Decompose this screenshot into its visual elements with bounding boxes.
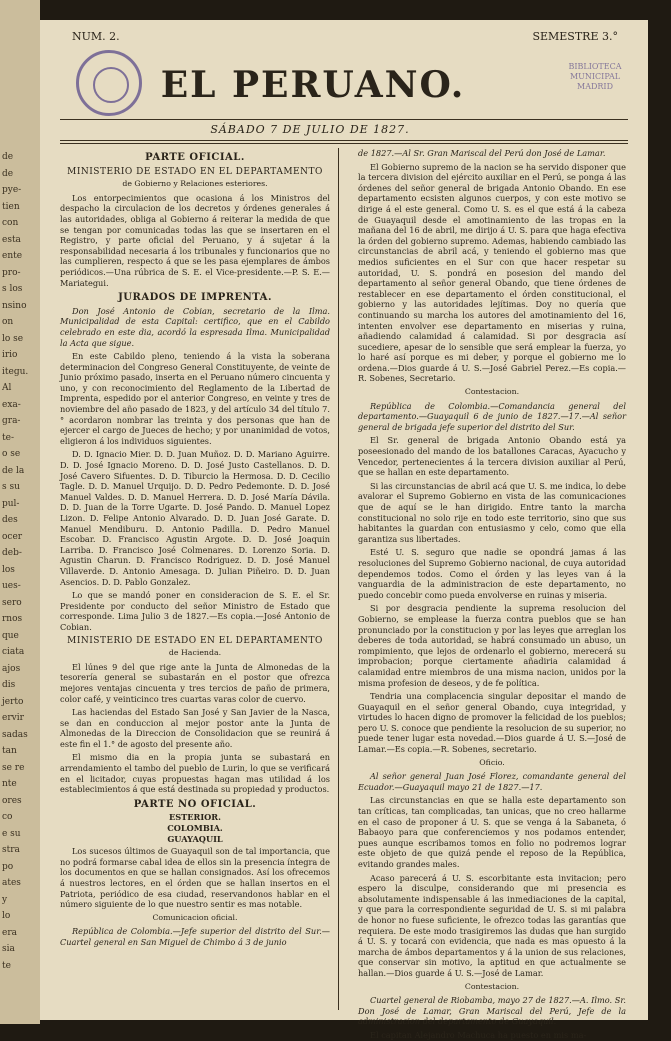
spine-fragment: e su (2, 828, 21, 839)
left-column (60, 148, 330, 1018)
jurados-closing: Lo que se mandó poner en consideracion de S. E. el Sr. Presidente por conducto del señor Ministro de Estado que corresponde. Lima Julio 3 de 1827.—Es copia.—José Antonio de Cobian. (60, 590, 330, 632)
spine-fragment: stra (2, 845, 20, 855)
letter-body: El Gobierno supremo de la nacion se ha servido disponer que la tercera division del ejército auxiliar en el Perú, se ponga á las órdenes del señor general de brigada Antonio Obando. En ese departamento ecsisten algunos cuerpos, y con este motivo se dirige á el este general. Como U. S. es el que está á la cabeza de Guayaquil desde el amotinamiento de las tropas en la mañana del 16 de abril, me dirijo á U. S. para que haga efectiva la órden del gobierno supremo. Ademas, habiendo cambiado las circunstancias de abril acá, y teniendo el gobierno mas que medios suficientes en el Sur con que hacer respetar su autoridad, U. S. pondrá en posesion del mando del departamento al señor general Obando, que tiene órdenes de restablecer en ese departamento el órden constitucional, el gobierno y las autoridades lejítimas. Doy no quería que continuando su marcha los autores del amotinamiento del 16, intenten envolver ese departamento en miserias y ruina, añadiendo calamidad á calamidad. Si por desgracia así sucediere, apesar de lo sensible que será emplear la fuerza, yo lo haré así porque es mi deber, y porque el gobierno me lo ordena.—Dios guarde á U. S.—José Gabriel Perez.—Es copia.—R. Sobenes, Secretario. (358, 161, 626, 384)
letter-addressee: de 1827.—Al Sr. Gran Mariscal del Perú don José de Lamar. (358, 148, 606, 158)
spine-fragment: Al (2, 383, 12, 393)
library-stamp-right: BIBLIOTECA MUNICIPAL MADRID (568, 62, 622, 91)
ministry-gobierno-heading: MINISTERIO DE ESTADO EN EL DEPARTAMENTO (67, 166, 323, 177)
semester-label: SEMESTRE 3.° (532, 30, 618, 43)
hacienda-estates: Las haciendas del Estado San José y San Javier de la Nasca, se dan en conduccion al mejor postor ante la Junta de Almonedas de la Direccion de Consolidacion que se reunirá á este fin el 1.° de agosto del presente año. (60, 707, 330, 749)
spine-fragment: tan (2, 746, 17, 756)
spine-fragment: exa- (2, 399, 21, 410)
spine-fragment: los (2, 564, 15, 575)
spine-fragment: ervir (2, 713, 24, 723)
spine-fragment: po (2, 861, 14, 872)
spine-fragment: con (2, 218, 19, 228)
contestacion-header: República de Colombia.—Comandancia general del departamento.—Guayaquil 6 de junio de 1827.—17.—Al señor general de brigada jefe superior del distrito del Sur. (358, 400, 626, 432)
spine-fragment: lo se (2, 333, 24, 344)
spine-fragment: pul- (2, 498, 20, 509)
contestacion-fuerza: Si por desgracia pendiente la suprema resolucion del Gobierno, se emplease la fuerza contra pueblos que se han pronunciado por la constitucion y por las leyes que arreglan los deberes de toda autoridad, se habrá consumado un abuso, un rompimiento, que lejos de ordenarlo el gobierno, merecerá su improbacion; porque ciertamente añadiria calamidad á calamidad entre miembros de una misma nacion, unidos por la misma profesion de deseos, y de fe política. (358, 603, 626, 688)
issue-date: SÁBADO 7 DE JULIO DE 1827. (210, 123, 410, 136)
spine-fragment: de (2, 152, 14, 162)
oficio-addressee: Al señor general Juan José Florez, comandante general del Ecuador.—Guayaquil mayo 21 de 1827.—17. (358, 771, 626, 792)
spine-fragment: itegu. (2, 366, 29, 377)
spine-fragment: jerto (2, 696, 24, 707)
spine-fragment: sia (2, 944, 15, 954)
contestacion-obando: El Sr. general de brigada Antonio Obando está ya poseesionado del mando de los batallones Caracas, Ayacucho y Vencedor, pertenecientes á la tercera division auxiliar al Perú, que se hallan en este departamento. (358, 435, 626, 478)
spine-fragment: nsino (2, 300, 27, 311)
spine-fragment: s los (2, 284, 23, 294)
oficio-heading: Oficio. (479, 757, 505, 767)
spine-fragment: gra- (2, 416, 21, 426)
hacienda-tambo: El mismo dia en la propia junta se subastará en arrendamiento el tambo del pueblo de Lurin, lo que se verificará en el licitador, cuyas propuestas hagan mas utilidad á los establecimientos á que está destinada su propiedad y productos. (60, 752, 330, 795)
spine-fragment: sero (2, 597, 22, 608)
spine-fragment: des (2, 515, 18, 525)
decree-paragraph: Los entorpecimientos que ocasiona á los Ministros del despacho la circulacion de los decretos y órdenes generales á las autoridades, obliga al Gobierno á reiterar la medida de que se tengan por comunicadas todas las que se insertaren en el Registro, y parte oficial del Peruano, y á sujetar á la responsabilidad necesaria á los tribunales y funcionarios que no las cumplieren, respecto á que se les pasa ejemplares de ámbos periódicos.—Una rúbrica de S. E. el Vice-presidente.—P. S. E.—Mariategui. (60, 192, 330, 288)
spine-fragment: ues- (2, 581, 21, 591)
spine-fragment: y (2, 894, 8, 905)
spine-fragment: co (2, 812, 13, 822)
jurados-heading: JURADOS DE IMPRENTA. (118, 292, 272, 304)
spine-fragment: pye- (2, 185, 22, 195)
jurados-cabildo: En este Cabildo pleno, teniendo á la vista la soberana determinacion del Congreso General Constituyente, de veinte de Junio próximo pasado, inserta en el Peruano número cincuenta y uno, y con reconocimiento del Reglamento de la Libertad de Imprenta, espedido por el anterior Congreso, en veinte y tres de noviembre del año pasado de 1823, y del artículo 34 del título 7.° acordaron nombrar las treinta y dos personas que han de ejercer el cargo de Jueces de hecho; y por unanimidad de votos, eligieron á los individuos siguientes. (60, 351, 330, 446)
spine-fragment: pro- (2, 267, 21, 278)
esterior-heading: ESTERIOR. (169, 812, 221, 823)
masthead-rule-bottom (60, 140, 628, 141)
spine-fragment: rnos (2, 614, 23, 624)
library-stamp-icon (76, 50, 142, 116)
comunicacion-start: República de Colombia.—Jefe superior del distrito del Sur.—Cuartel general en San Miguel de Chimbo á 3 de junio (60, 926, 330, 947)
contestacion-complacencia: Tendria una complacencia singular depositar el mando de Guayaquil en el señor general Obando, cuya integridad, y virtudes lo hacen digno de promover la felicidad de los pueblos; pero U. S. conoce que pendiente la resolucion de su superior, no puede tener lugar esta novedad.—Dios guarde á U. S.—José de Lamar.—Es copia.—R. Sobenes, secretario. (358, 691, 626, 755)
machuca-start: El capitan Alejandro Machuca ha puesto en mis ma- (370, 1029, 587, 1040)
comunicacion-heading: Comunicacion oficial. (152, 912, 238, 922)
contestacion-heading-2: Contestacion. (464, 981, 520, 991)
right-column (358, 148, 626, 1040)
spine-fragment: irio (2, 350, 18, 360)
contestacion-heading-1: Contestacion. (464, 387, 520, 397)
ministry-hacienda-sub: de Hacienda. (168, 648, 222, 658)
spine-fragment: te (2, 960, 11, 971)
spine-fragment: ente (2, 251, 23, 261)
spine-fragment: que (2, 630, 19, 641)
spine-fragment: on (2, 317, 14, 327)
jurados-intro: Don José Antonio de Cobian, secretario de la Ilma. Municipalidad de esta Capital: certifico, que en el Cabildo celebrado en este dia, acordó la espresada Ilma. Municipalidad la Acta que sigue. (60, 305, 330, 348)
spine-fragment: nte (2, 779, 17, 789)
masthead-rule-top (60, 119, 628, 120)
spine-fragment: deb- (2, 548, 22, 558)
spine-fragment: tien (2, 201, 20, 212)
contestacion-resoluciones: Esté U. S. seguro que nadie se opondrá jamas á las resoluciones del Supremo Gobierno nacional, de cuya autoridad dependemos todos. Como el órden y las leyes van á la vanguardia de la administracion de este departamento, no puedo concebir como pueda envolverse en ruinas y miseria. (358, 547, 626, 600)
jurados-names: D. D. Ignacio Mier. D. D. Juan Muñoz. D. D. Mariano Aguirre. D. D. José Ignacio Moreno. D. D. José Justo Castellanos. D. D. José Cavero Sifuentes. D. D. Tiburcio la Hermosa. D. D. Cecilio Tagle. D. D. Manuel Urquijo. D. D. Pedro Pedemonte. D. D. José Manuel Valdes. D. D. Manuel Herrera. D. D. José María Dávila. D. D. Juan de la Torre Ugarte. D. José Pando. D. Manuel Lopez Lizon. D. Felipe Antonio Alvarado. D. D. Juan José Garate. D. Manuel Mendiburu. D. Antonio Padilla. D. Pedro Manuel Escobar. D. Francisco Agustin Argote. D. D. José Joaquin Larriba. D. Francisco José Colmenares. D. Lorenzo Soria. D. Agustin Charun. D. Francisco Rodriguez. D. D. José Manuel Villaverde. D. Antonio Amesaga. D. Julian Piñeiro. D. D. Juan Asencios. D. D. Pablo Gonzalez. (60, 449, 330, 587)
spine-fragment: s su (2, 482, 20, 492)
spine-fragment: ores (2, 795, 22, 806)
spine-fragment: o se (2, 449, 21, 459)
spine-fragment: dis (2, 680, 16, 690)
section-unofficial-heading: PARTE NO OFICIAL. (133, 798, 257, 810)
newspaper-page (40, 20, 648, 1040)
spine-fragment: lo (2, 911, 11, 921)
spine-fragment: sadas (2, 729, 28, 740)
spine-fragment: ajos (2, 663, 21, 674)
spine-fragment: era (2, 927, 17, 938)
spine-fragment: de (2, 168, 14, 179)
oficio-circunstancias: Las circunstancias en que se halla este departamento son tan críticas, tan complicadas, tan unicas, que no creo hallarme en el caso de proponer á U. S. que se venga á la Sabaneta, ó Babaoyo para que conferenciemos y nos podamos entender, pues aunque escribamos tomos en folio no podremos lograr este objeto de que quizá pende el reposo de la República, evitando grandes males. (358, 795, 626, 869)
spine-fragment: ates (2, 878, 21, 888)
issue-number: NUM. 2. (72, 30, 120, 43)
riobamba-header: Cuartel general de Riobamba, mayo 27 de 1827.—A. Ilmo. Sr. Don José de Lamar, Gran Mariscal del Perú, Jefe de la administracion del departamento de Guayaquil. (358, 995, 626, 1027)
spine-fragment: ciata (2, 647, 25, 657)
spine-fragment: de la (2, 465, 25, 476)
spine-fragment: se re (2, 762, 25, 773)
masthead-title: EL PERUANO. (160, 64, 466, 106)
section-official-heading: PARTE OFICIAL. (145, 152, 245, 163)
colombia-heading: COLOMBIA. (167, 823, 223, 834)
ministry-hacienda-heading: MINISTERIO DE ESTADO EN EL DEPARTAMENTO (67, 635, 323, 646)
ministry-gobierno-sub: de Gobierno y Relaciones esteriores. (122, 179, 268, 189)
column-divider (338, 148, 339, 1010)
guayaquil-heading: GUAYAQUIL (167, 833, 223, 844)
spine-fragment: te- (2, 432, 14, 443)
masthead-rule-double (60, 143, 628, 144)
spine-fragment: esta (2, 234, 21, 245)
binding-spine (0, 0, 40, 1024)
oficio-invitacion: Acaso parecerá á U. S. escorbitante esta invitacion; pero espero la disculpe, considerando que mi presencia es absolutamente indispensable á las inmediaciones de la capital, y que para la correspondiente seguridad de U. S. si mi palabra de honor no fuese suficiente, le ofrezco todas las garantías que requiera. De este modo trasigiremos las dudas que han surgido á U. S. y tocará con evidencia, que nada es mas opuesto á la marcha de ámbos departamentos y á la union de sus relaciones, que conservar sin motivo, la aptitud en que actualmente se hallan.—Dios guarde á U. S.—José de Lamar. (358, 872, 626, 978)
hacienda-auction: El lúnes 9 del que rige ante la Junta de Almonedas de la tesorería general se subastarán en el postor que ofrezca mejores ventajas cincuenta y tres tercios de paño de primera, color café, y veinticinco tres cuartas varas color de cuervo. (60, 661, 330, 704)
contestacion-circunstancias: Si las circunstancias de abril acá que U. S. me indica, lo debe avalorar el Supremo Gobierno en vista de las comunicaciones que de aquí se le han dirigido. Entre tanto la marcha constitucional no solo rije en todo este territorio, sino que sus habitantes la guardan con entusiasmo y celo, como que ella garantiza sus libertades. (358, 480, 626, 544)
spine-fragment: ocer (2, 531, 23, 542)
guayaquil-intro: Los sucesos últimos de Guayaquil son de tal importancia, que no podrá formarse cabal idea de ellos sin la presencia íntegra de los documentos en que se hallan consignados. Así los ofrecemos á nuestros lectores, en el órden que se hallan insertos en el Patriota, periódico de esa ciudad, reservandonos hablar en el número siguiente de lo que nuestro sentir es mas notable. (60, 846, 330, 910)
